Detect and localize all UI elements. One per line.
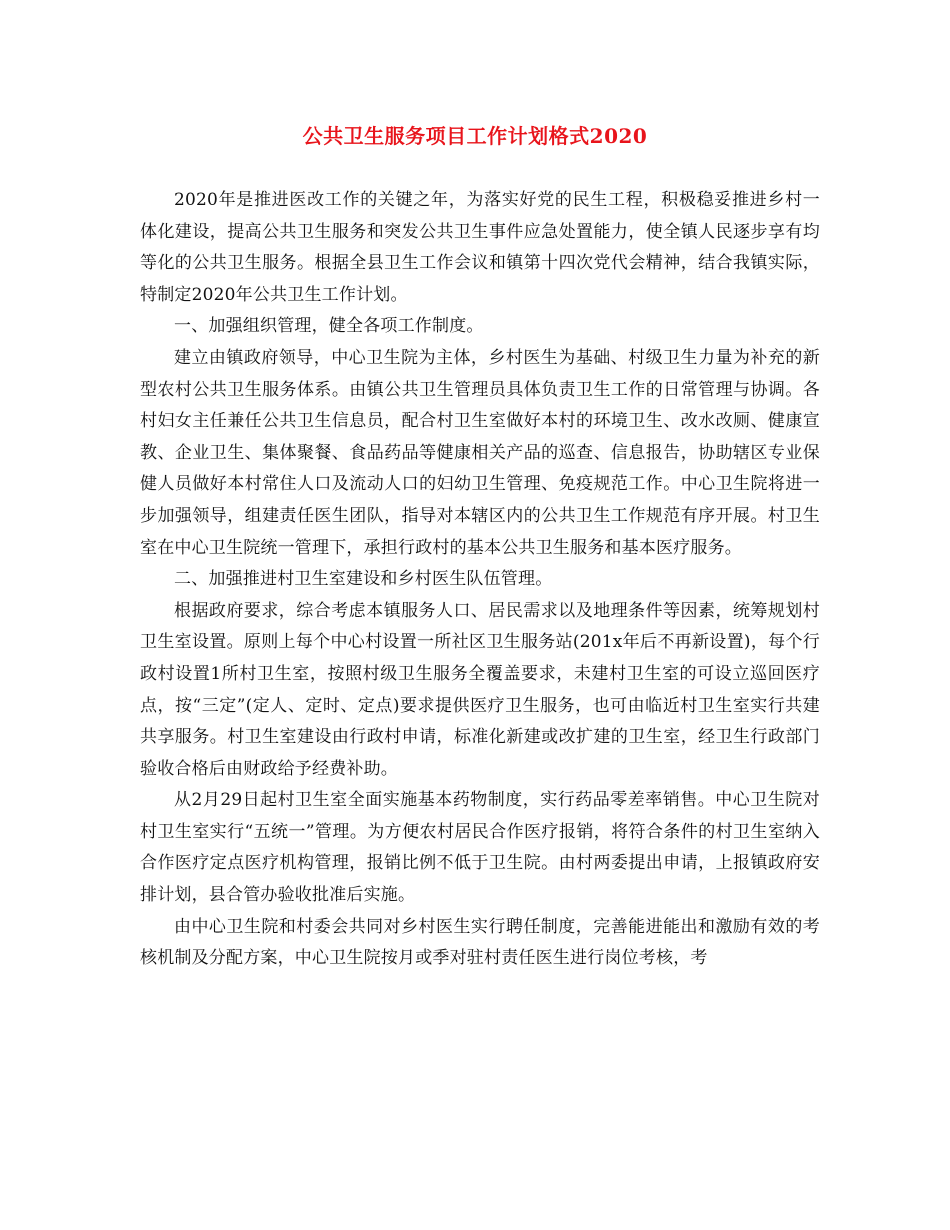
section-heading-1: 一、加强组织管理，健全各项工作制度。 <box>174 316 484 337</box>
document-title: 公共卫生服务项目工作计划格式2020 <box>302 124 648 148</box>
paragraph-organization: 建立由镇政府领导，中心卫生院为主体，乡村医生为基础、村级卫生力量为补充的新型农村公共卫生服务体系。由镇公共卫生管理员具体负责卫生工作的日常管理与协调。各村妇女主任兼任公共卫生信息员，配合村卫生室做好本村的环境卫生、改水改厕、健康宣教、企业卫生、集体聚餐、食品药品等健康相关产品的巡查、信息报告，协助辖区专业保健人员做好本村常住人口及流动人口的妇幼卫生管理、免疫规范工作。中心卫生院将进一步加强领导，组建责任医生团队，指导对本辖区内的公共卫生工作规范有序开展。村卫生室在中心卫生院统一管理下，承担行政村的基本公共卫生服务和基本医疗服务。 <box>140 347 820 558</box>
paragraph-drug-policy: 从2月29日起村卫生室全面实施基本药物制度，实行药品零差率销售。中心卫生院对村卫生室实行“五统一”管理。为方便农村居民合作医疗报销，将符合条件的村卫生室纳入合作医疗定点医疗机构管理，报销比例不低于卫生院。由村两委提出申请，上报镇政府安排计划，县合管办验收批准后实施。 <box>140 790 820 906</box>
section-heading-2: 二、加强推进村卫生室建设和乡村医生队伍管理。 <box>174 569 553 590</box>
paragraph-intro: 2020年是推进医改工作的关键之年，为落实好党的民生工程，积极稳妥推进乡村一体化建设，提高公共卫生服务和突发公共卫生事件应急处置能力，使全镇人民逐步享有均等化的公共卫生服务。根据全县卫生工作会议和镇第十四次党代会精神，结合我镇实际，特制定2020年公共卫生工作计划。 <box>140 190 820 305</box>
document-body <box>140 185 820 975</box>
paragraph-clinic-setup: 根据政府要求，综合考虑本镇服务人口、居民需求以及地理条件等因素，统筹规划村卫生室设置。原则上每个中心村设置一所社区卫生服务站(201x年后不再新设置)，每个行政村设置1所村卫生室，按照村级卫生服务全覆盖要求，未建村卫生室的可设立巡回医疗点，按“三定”(定人、定时、定点)要求提供医疗卫生服务，也可由临近村卫生室实行共建共享服务。村卫生室建设由行政村申请，标准化新建或改扩建的卫生室，经卫生行政部门验收合格后由财政给予经费补助。 <box>140 600 820 779</box>
paragraph-doctor-management: 由中心卫生院和村委会共同对乡村医生实行聘任制度，完善能进能出和激励有效的考核机制及分配方案，中心卫生院按月或季对驻村责任医生进行岗位考核，考 <box>140 916 820 969</box>
